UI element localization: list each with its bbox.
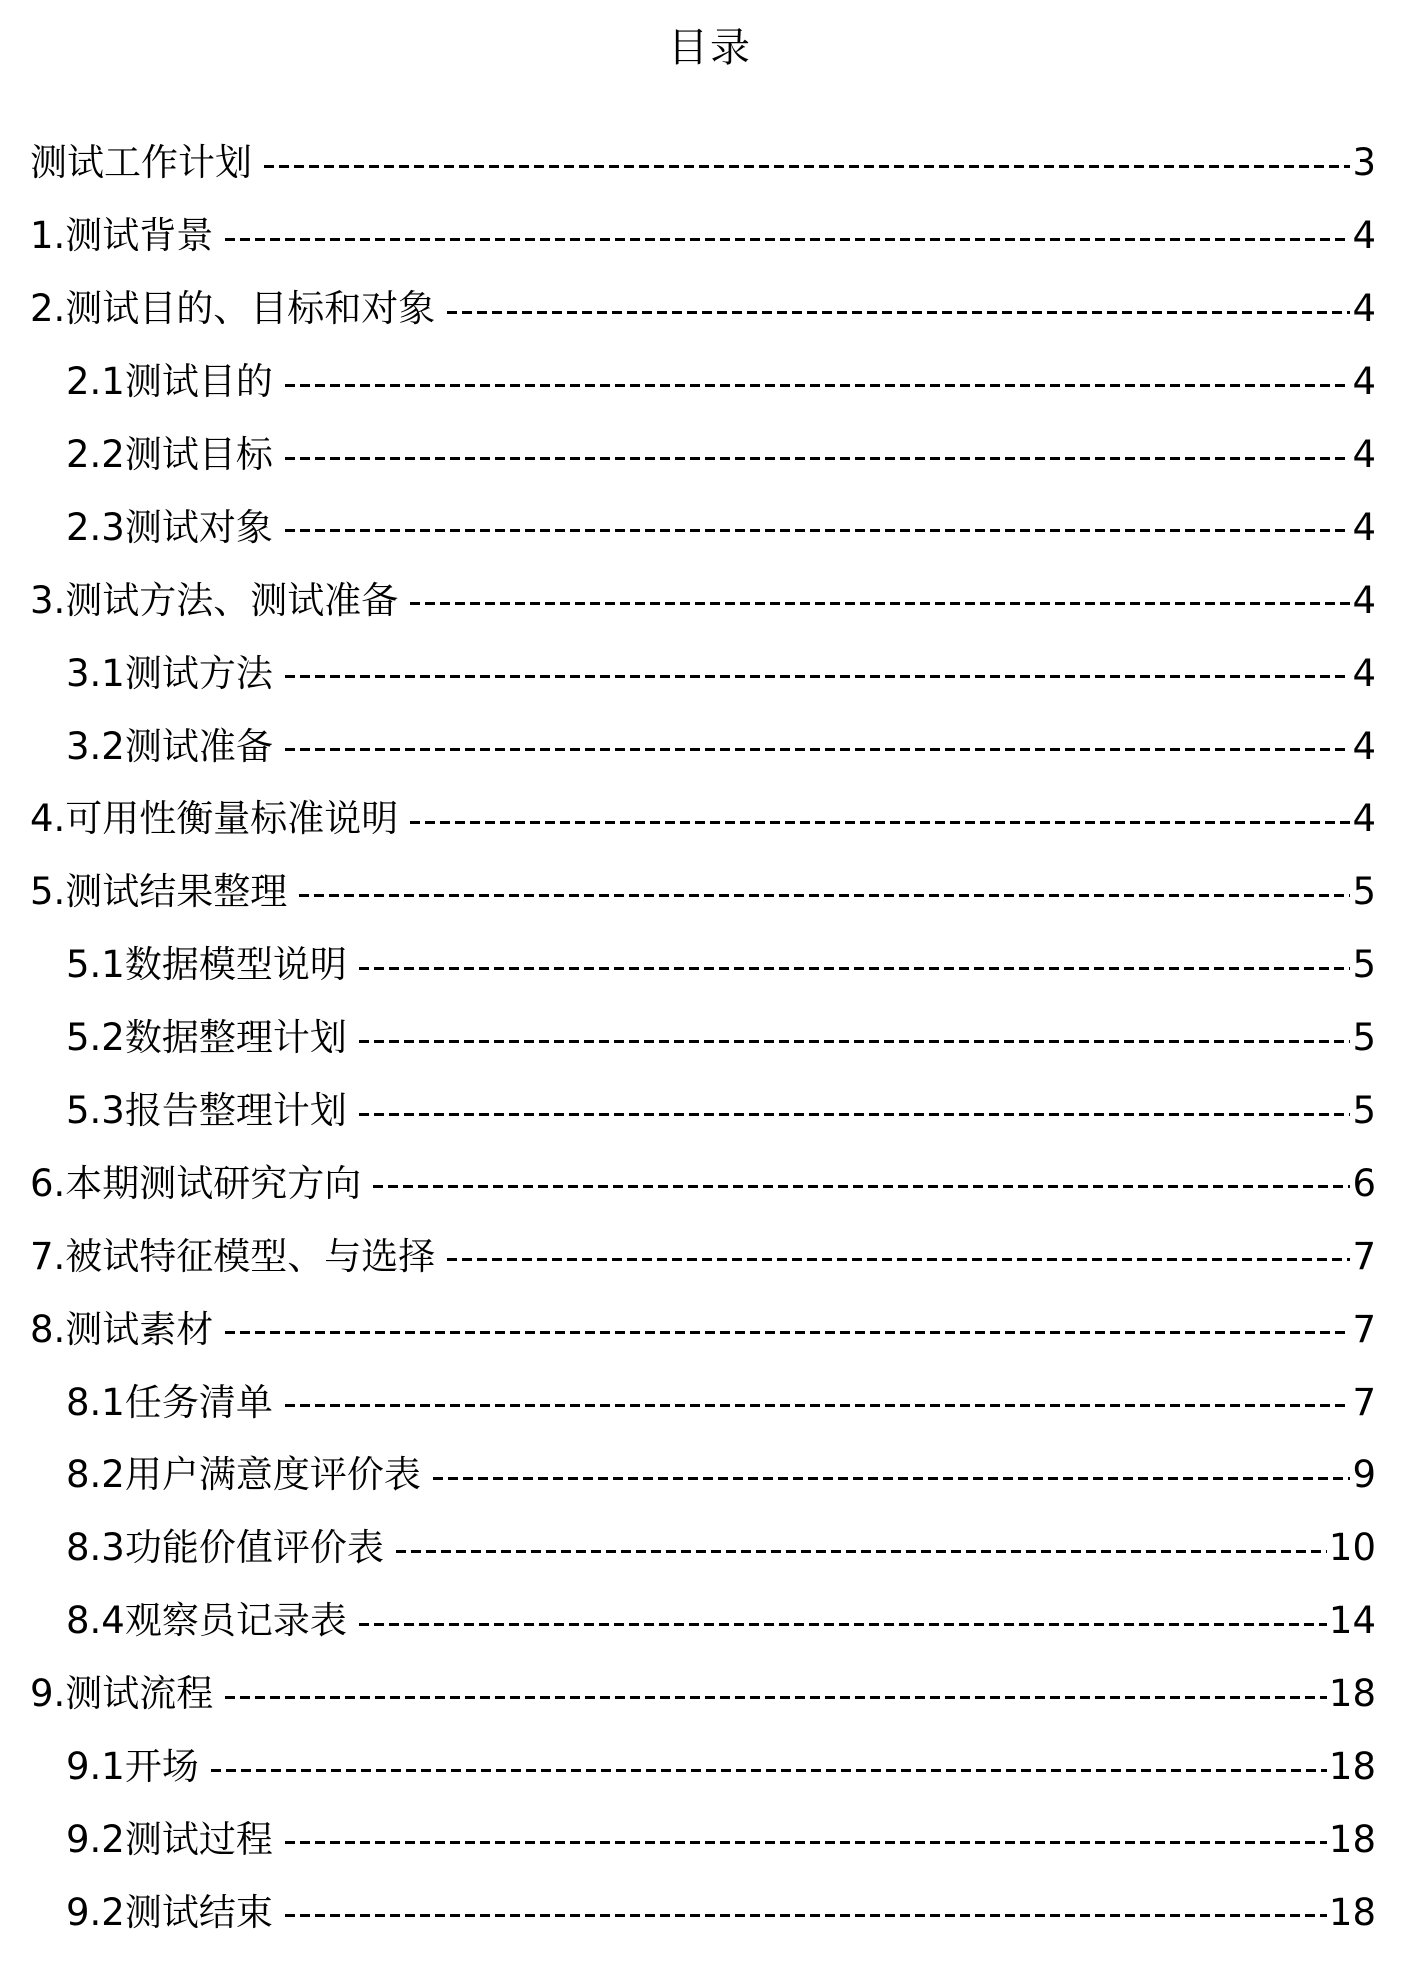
toc-entry-label: 9.2测试结束 (66, 1890, 273, 1934)
toc-leader-dashes (285, 1914, 1327, 1918)
toc-entry[interactable] (0, 1512, 1420, 1585)
toc-entry-label: 2.1测试目的 (66, 360, 273, 404)
toc-leader-dashes (359, 1039, 1351, 1043)
toc-leader-dashes (285, 383, 1351, 387)
toc-leader-dashes (396, 1549, 1327, 1553)
toc-entry-label: 1.测试背景 (30, 214, 214, 258)
toc-entry-label: 3.2测试准备 (66, 724, 273, 768)
toc-entry[interactable] (0, 1876, 1420, 1949)
toc-leader-dashes (211, 1768, 1327, 1772)
toc-entry[interactable] (0, 1731, 1420, 1804)
toc-entry-page-number: 7 (1352, 1307, 1376, 1351)
toc-entry-page-number: 4 (1352, 578, 1376, 622)
toc-entry-label: 2.测试目的、目标和对象 (30, 287, 436, 331)
toc-leader-dashes (359, 1622, 1327, 1626)
toc-leader-dashes (410, 820, 1350, 824)
toc-entry[interactable] (0, 1585, 1420, 1658)
toc-leader-dashes (447, 310, 1350, 314)
toc-entry[interactable] (0, 1439, 1420, 1512)
toc-entry-label: 2.3测试对象 (66, 505, 273, 549)
toc-entry-page-number: 6 (1352, 1161, 1376, 1205)
toc-leader-dashes (225, 1331, 1350, 1335)
toc-entry-label: 3.1测试方法 (66, 651, 273, 695)
toc-entry[interactable] (0, 783, 1420, 856)
toc-entry-page-number: 18 (1328, 1890, 1376, 1934)
toc-entry-label: 5.3报告整理计划 (66, 1089, 347, 1133)
toc-list (0, 127, 1420, 1949)
toc-entry-page-number: 4 (1352, 505, 1376, 549)
toc-entry[interactable] (0, 273, 1420, 346)
toc-entry-page-number: 5 (1352, 1016, 1376, 1060)
toc-leader-dashes (433, 1476, 1351, 1480)
toc-entry-page-number: 4 (1352, 651, 1376, 695)
toc-title: 目录 (668, 25, 752, 71)
toc-entry-page-number: 4 (1352, 724, 1376, 768)
toc-entry-page-number: 4 (1352, 797, 1376, 841)
toc-leader-dashes (410, 602, 1350, 606)
toc-leader-dashes (285, 1841, 1327, 1845)
toc-entry-page-number: 9 (1352, 1453, 1376, 1497)
toc-entry-label: 4.可用性衡量标准说明 (30, 797, 399, 841)
toc-entry-label: 9.1开场 (66, 1745, 199, 1789)
toc-entry-page-number: 4 (1352, 360, 1376, 404)
toc-leader-dashes (447, 1258, 1350, 1262)
toc-leader-dashes (373, 1185, 1350, 1189)
toc-entry-page-number: 14 (1328, 1599, 1376, 1643)
toc-leader-dashes (285, 529, 1351, 533)
toc-entry[interactable] (0, 1658, 1420, 1731)
toc-entry[interactable] (0, 1002, 1420, 1075)
toc-entry-page-number: 18 (1328, 1745, 1376, 1789)
toc-entry-label: 5.1数据模型说明 (66, 943, 347, 987)
toc-entry[interactable] (0, 419, 1420, 492)
toc-leader-dashes (285, 675, 1351, 679)
toc-entry[interactable] (0, 564, 1420, 637)
toc-entry[interactable] (0, 1293, 1420, 1366)
toc-entry[interactable] (0, 1366, 1420, 1439)
toc-entry[interactable] (0, 637, 1420, 710)
toc-entry-page-number: 5 (1352, 1089, 1376, 1133)
toc-entry-page-number: 5 (1352, 943, 1376, 987)
toc-entry-label: 5.2数据整理计划 (66, 1016, 347, 1060)
toc-entry[interactable] (0, 856, 1420, 929)
toc-entry[interactable] (0, 710, 1420, 783)
toc-entry-page-number: 4 (1352, 433, 1376, 476)
toc-entry[interactable] (0, 929, 1420, 1002)
toc-entry-page-number: 7 (1352, 1234, 1376, 1278)
toc-entry-label: 8.1任务清单 (66, 1380, 273, 1424)
toc-leader-dashes (299, 893, 1350, 897)
toc-entry[interactable] (0, 200, 1420, 273)
toc-entry-page-number: 7 (1352, 1380, 1376, 1424)
toc-entry-label: 测试工作计划 (30, 141, 252, 185)
toc-entry-label: 8.4观察员记录表 (66, 1599, 347, 1643)
toc-entry-label: 9.测试流程 (30, 1672, 214, 1716)
toc-entry[interactable] (0, 127, 1420, 200)
toc-entry-label: 8.3功能价值评价表 (66, 1526, 384, 1570)
toc-entry-label: 8.2用户满意度评价表 (66, 1453, 421, 1497)
toc-leader-dashes (359, 966, 1351, 970)
toc-entry-page-number: 18 (1328, 1672, 1376, 1716)
toc-entry-page-number: 4 (1352, 214, 1376, 258)
toc-entry-page-number: 3 (1352, 141, 1376, 185)
toc-entry-label: 9.2测试过程 (66, 1817, 273, 1861)
toc-leader-dashes (285, 1404, 1351, 1408)
toc-entry[interactable] (0, 491, 1420, 564)
toc-leader-dashes (225, 1695, 1327, 1699)
toc-entry[interactable] (0, 1220, 1420, 1293)
toc-entry[interactable] (0, 1075, 1420, 1148)
toc-entry-label: 3.测试方法、测试准备 (30, 578, 399, 622)
toc-entry-page-number: 18 (1328, 1817, 1376, 1861)
toc-leader-dashes (285, 748, 1351, 752)
toc-entry-label: 2.2测试目标 (66, 433, 273, 476)
toc-entry-page-number: 10 (1328, 1526, 1376, 1570)
toc-leader-dashes (225, 237, 1350, 241)
toc-leader-dashes (359, 1112, 1351, 1116)
toc-entry-page-number: 4 (1352, 287, 1376, 331)
toc-entry-label: 5.测试结果整理 (30, 870, 288, 914)
toc-entry[interactable] (0, 1803, 1420, 1876)
toc-entry-label: 7.被试特征模型、与选择 (30, 1234, 436, 1278)
toc-entry-label: 8.测试素材 (30, 1307, 214, 1351)
toc-entry[interactable] (0, 1147, 1420, 1220)
toc-entry-label: 6.本期测试研究方向 (30, 1161, 362, 1205)
toc-entry[interactable] (0, 346, 1420, 419)
toc-entry-page-number: 5 (1352, 870, 1376, 914)
toc-leader-dashes (264, 164, 1350, 168)
toc-leader-dashes (285, 456, 1351, 460)
